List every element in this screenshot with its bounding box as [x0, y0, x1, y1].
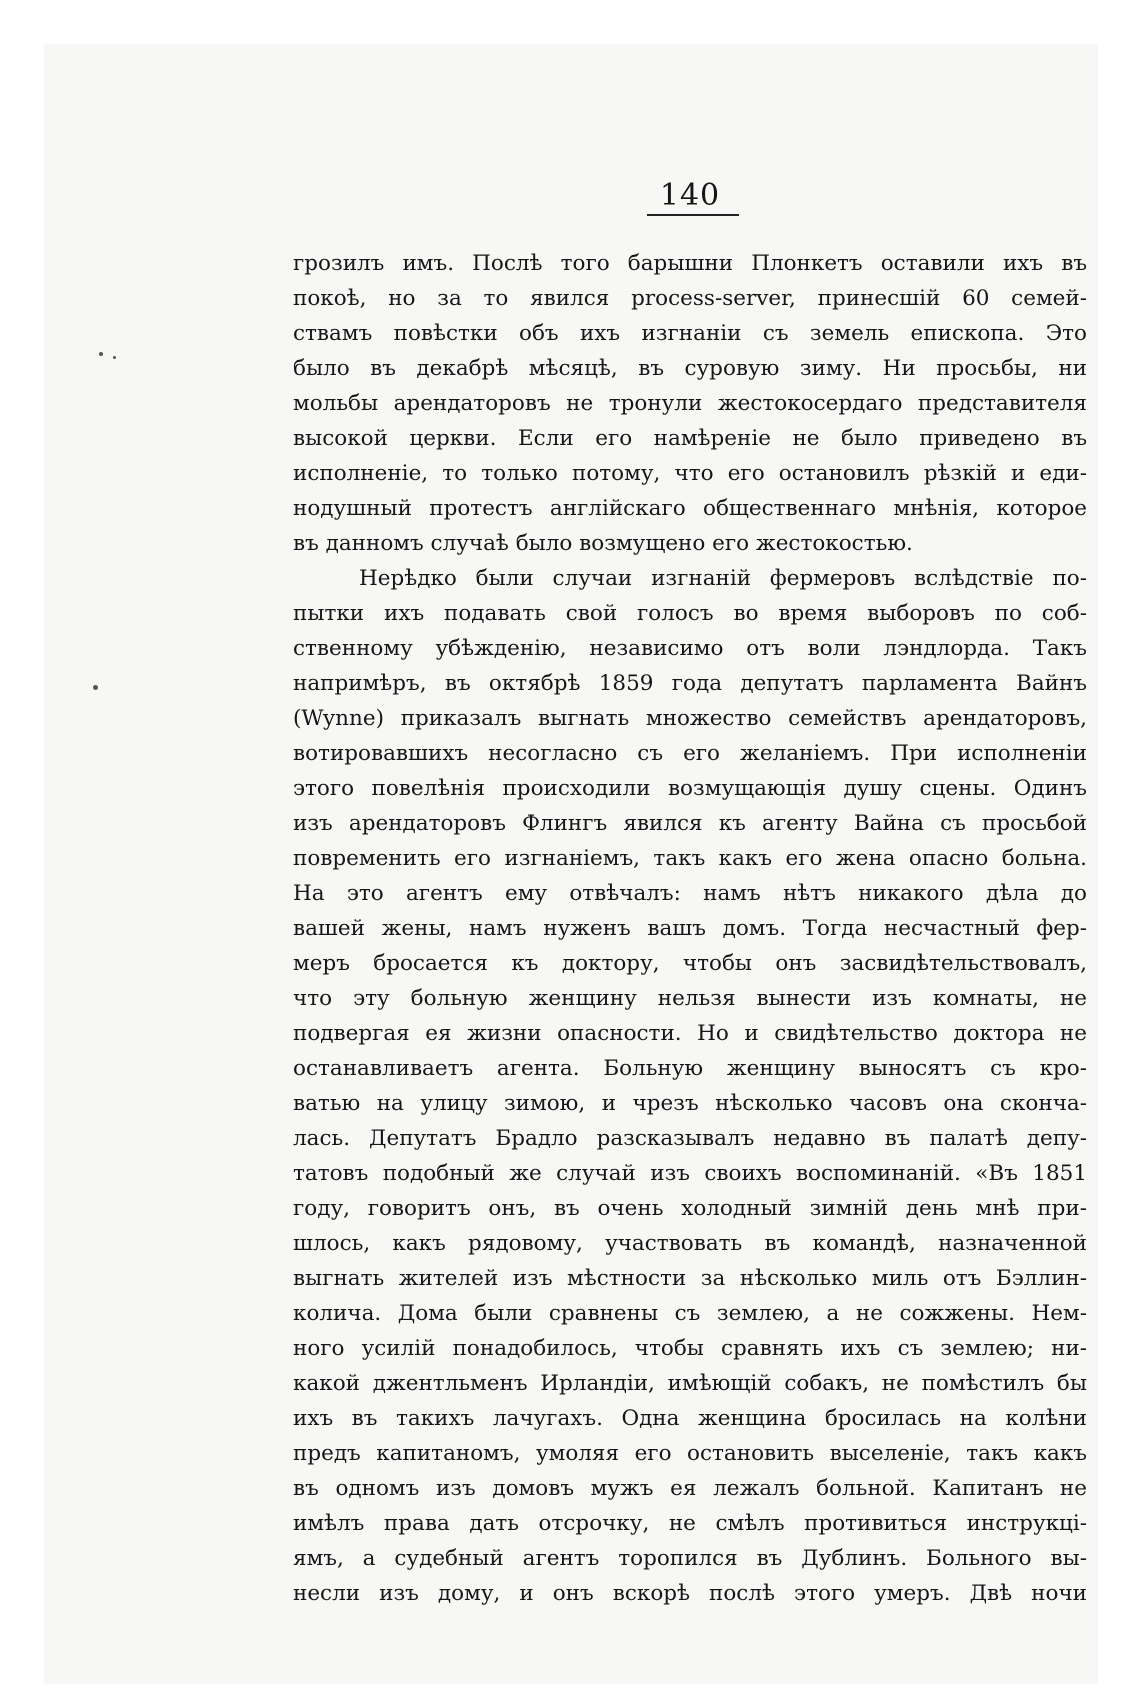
text-line: изъ арендаторовъ Флингъ явился къ агенту Вайна съ просьбой	[293, 811, 1087, 836]
text-line: ватью на улицу зимою, и чрезъ нѣсколько часовъ она скончa-	[293, 1091, 1087, 1116]
text-line: повременить его изгнаніемъ, такъ какъ его жена опасно больна.	[293, 846, 1087, 871]
text-line: лась. Депутатъ Брадло разсказывалъ недавно въ палатѣ депу-	[293, 1126, 1087, 1151]
text-line: шлось, какъ рядовому, участвовать въ командѣ, назначенной	[293, 1231, 1087, 1256]
page-number: 140	[659, 178, 721, 213]
text-line: что эту больную женщину нельзя вынести изъ комнаты, не	[293, 986, 1087, 1011]
text-line: На это агентъ ему отвѣчалъ: намъ нѣтъ никакого дѣла до	[293, 881, 1087, 906]
text-line: нодушный протестъ англійскаго общественнаго мнѣнія, которое	[293, 496, 1087, 521]
text-line: въ одномъ изъ домовъ мужъ ея лежалъ больной. Капитанъ не	[293, 1476, 1087, 1501]
text-line: исполненіе, то только потому, что его остановилъ рѣзкій и еди-	[293, 461, 1087, 486]
text-line: было въ декабрѣ мѣсяцѣ, въ суровую зиму. Ни просьбы, ни	[293, 356, 1087, 381]
text-line: (Wynne) приказалъ выгнать множество семействъ арендаторовъ,	[293, 706, 1087, 731]
text-line: грозилъ имъ. Послѣ того барышни Плонкетъ оставили ихъ въ	[293, 251, 1087, 276]
text-line: году, говоритъ онъ, въ очень холодный зимній день мнѣ при-	[293, 1196, 1087, 1221]
text-line: предъ капитаномъ, умоляя его остановить выселеніе, такъ какъ	[293, 1441, 1087, 1466]
text-line: ственному убѣжденію, независимо отъ воли лэндлорда. Такъ	[293, 636, 1087, 661]
text-line: меръ бросается къ доктору, чтобы онъ засвидѣтельствовалъ,	[293, 951, 1087, 976]
text-line: ствамъ повѣстки объ ихъ изгнаніи съ земель епископа. Это	[293, 321, 1087, 346]
text-line: высокой церкви. Если его намѣреніе не было приведено въ	[293, 426, 1087, 451]
text-line: мольбы арендаторовъ не тронули жестокосердаго представителя	[293, 391, 1087, 416]
text-line: татовъ подобный же случай изъ своихъ воспоминаній. «Въ 1851	[293, 1161, 1087, 1186]
text-line: выгнать жителей изъ мѣстности за нѣсколько миль отъ Бэллин-	[293, 1266, 1087, 1291]
text-line: въ данномъ случаѣ было возмущено его жестокостью.	[293, 531, 913, 556]
text-line: какой джентльменъ Ирландіи, имѣющій собакъ, не помѣстилъ бы	[293, 1371, 1087, 1396]
margin-speck	[93, 685, 98, 690]
text-line: останавливаетъ агента. Больную женщину выносятъ съ кро-	[293, 1056, 1087, 1081]
text-line: Нерѣдко были случаи изгнаній фермеровъ вслѣдствіе по-	[359, 566, 1087, 591]
text-line: колича. Дома были сравнены съ землею, а не сожжены. Нем-	[293, 1301, 1087, 1326]
text-line: ямъ, а судебный агентъ торопился въ Дублинъ. Больного вы-	[293, 1546, 1087, 1571]
page-number-rule	[647, 214, 739, 216]
text-line: подвергая ея жизни опасности. Но и свидѣтельство доктора не	[293, 1021, 1087, 1046]
body-text	[293, 246, 1087, 1611]
text-line: ного усилій понадобилось, чтобы сравнять ихъ съ землею; ни-	[293, 1336, 1087, 1361]
text-line: пытки ихъ подавать свой голосъ во время выборовъ по соб-	[293, 601, 1087, 626]
text-line: несли изъ дому, и онъ вскорѣ послѣ этого умеръ. Двѣ ночи	[293, 1581, 1087, 1606]
text-line: ихъ въ такихъ лачугахъ. Одна женщина бросилась на колѣни	[293, 1406, 1087, 1431]
text-line: этого повелѣнія происходили возмущающія душу сцены. Одинъ	[293, 776, 1087, 801]
margin-speck	[99, 352, 103, 356]
text-line: напримѣръ, въ октябрѣ 1859 года депутатъ парламента Вайнъ	[293, 671, 1087, 696]
margin-speck	[113, 356, 116, 359]
text-line: вашей жены, намъ нуженъ вашъ домъ. Тогда несчастный фер-	[293, 916, 1087, 941]
text-line: вотировавшихъ несогласно съ его желаніемъ. При исполненіи	[293, 741, 1087, 766]
text-line: имѣлъ права дать отсрочку, не смѣлъ противиться инструкці-	[293, 1511, 1087, 1536]
text-line: покоѣ, но за то явился process-server, принесшій 60 семей-	[293, 286, 1087, 311]
